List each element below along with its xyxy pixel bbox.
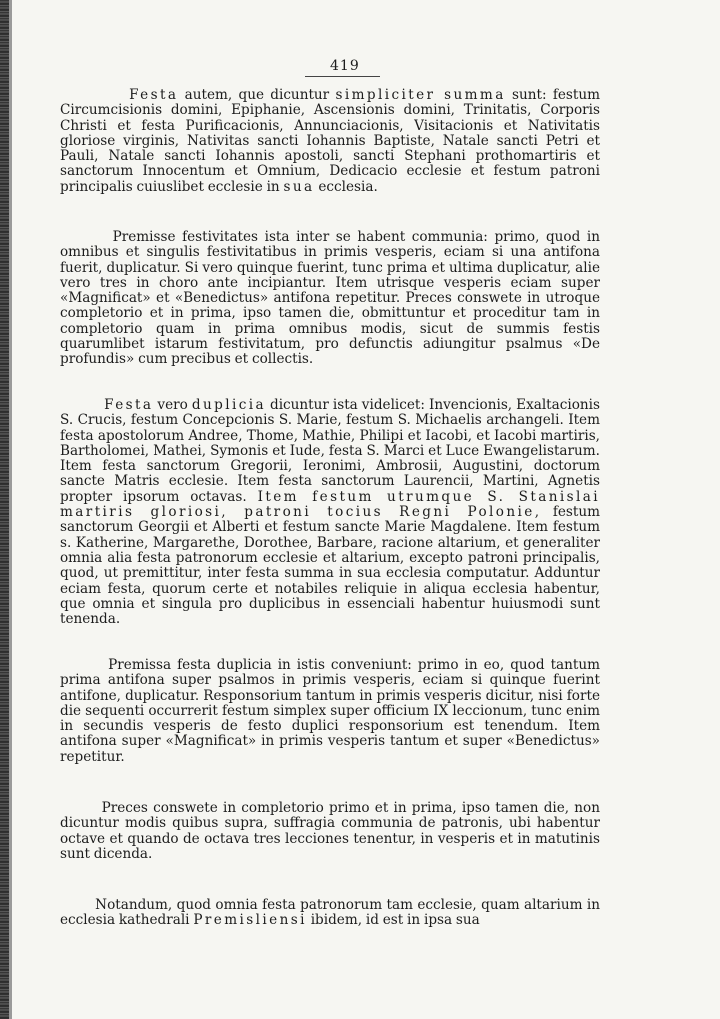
paragraph-text: , festum sanctorum Georgii et Alberti et festum sancte Marie Magdalene. Item festum s. Katherine, Margarethe, Dorothee, Barbare, racione altarium, et generaliter omnia alia festa patronorum ecclesie et altarium, excepto patroni principalis, quod, ut premittitur, inter festa summa in sua ecclesia computatur. Adduntur eciam festa, quorum certe et notabiles reliquie in aliqua ecclesia habentur, que omnia et singula pro duplicibus in essenciali habentur huiusmodi sunt tenenda. (60, 504, 600, 628)
page-number: 419 (330, 58, 360, 74)
spaced-emphasis-text: Premisliensi (193, 912, 307, 929)
page-binding-edge (0, 0, 9, 1019)
spaced-emphasis-text: Festa (129, 87, 179, 103)
spaced-emphasis-text: Festa (104, 397, 154, 413)
spaced-emphasis-text: sua (283, 178, 315, 195)
spaced-emphasis-text: simpliciter summa (335, 87, 506, 103)
paragraph-text: Preces conswete in completorio primo et in prima, ipso tamen die, non dicuntur modis quibus supra, suffragia communia de patronis, ubi habentur octave et quando de octava tres lecciones tenentur, in vesperis et in matutinis sunt dicenda. (60, 800, 600, 862)
paragraph-notandum (60, 898, 600, 929)
spaced-emphasis-text: duplicia (191, 397, 266, 413)
paragraph-festa-duplicia (60, 398, 600, 627)
paragraph-text: sunt: festum Circumcisionis domini, Epiphanie, Ascensionis domini, Trinitatis, Corporis Christi et festa Purificacionis, Annunciacionis, Visitacionis et Nativitatis gloriose virginis, Nativitas sancti Iohannis Baptiste, Natale sancti Petri et Pauli, Natale sancti Iohannis apostoli, sancti Stephani prothomartiris et sanctorum Innocentum et Omnium, Dedicacio ecclesie et festum patroni principalis cuiuslibet ecclesie in (60, 87, 600, 195)
page-binding-shadow (9, 0, 12, 1019)
paragraph-preces-conswete (60, 801, 600, 862)
paragraph-festa-simplicia (60, 88, 600, 195)
paragraph-text: Premissa festa duplicia in istis conveniunt: primo in eo, quod tantum prima antifona super psalmos in primis vesperis, eciam si quinque fuerint antifone, duplicatur. Responsorium tantum in primis vesperis dicitur, nisi forte die sequenti occurrerit festum simplex super officium IX leccionum, tunc enim in secundis vesperis de festo duplici responsorium est tenendum. Item antifona super «Magnificat» in primis vesperis tantum et super «Benedictus» repetitur. (60, 657, 600, 765)
paragraph-text (60, 397, 104, 413)
paragraph-text: Premisse festivitates ista inter se habent communia: primo, quod in omnibus et singulis festivitatibus in primis vesperis, eciam si una antifona fuerit, duplicatur. Si vero quinque fuerint, tunc prima et ultima duplicatur, alie vero tres in choro ante incipiantur. Item utrisque vesperis eciam super «Magnificat» et «Benedictus» antifona repetitur. Preces conswete in utroque completorio et in prima, ipso tamen die, obmittuntur et proceditur tam in completorio quam in prima omnibus modis, sicut de summis festis quarumlibet istarum festivitatum, pro defunctis adiungitur psalmus «De profundis» cum precibus et collectis. (60, 229, 600, 368)
page-number-rule (305, 76, 380, 77)
spaced-emphasis-text: Item festum utrumque S. Stanislai martiris gloriosi, patroni tocius Regni Polonie (60, 488, 601, 521)
paragraph-text: dicuntur ista videlicet: Invencionis, Exaltacionis S. Crucis, festum Concepcionis S. Marie, festum S. Michaelis archangeli. Item festa apostolorum Andree, Thome, Mathie, Philipi et Iacobi, et Iacobi martiris, Bartholomei, Mathei, Symonis et Iude, festa S. Marci et Luce Ewangelistarum. Item festa sanctorum Gregorii, Ieronimi, Ambrosii, Augustini, doctorum sancte Matris ecclesie. Item festa sanctorum Laurencii, Martini, Agnetis propter ipsorum octavas. (60, 397, 600, 505)
paragraph-text: Notandum, quod omnia festa patronorum tam ecclesie, quam altarium in ecclesia kathedrali (60, 897, 600, 929)
paragraph-text: autem, que dicuntur (178, 87, 336, 103)
paragraph-text: ecclesia. (314, 178, 378, 195)
paragraph-text (60, 87, 129, 103)
paragraph-text: vero (153, 397, 192, 413)
paragraph-premissa-festa-duplicia (60, 658, 600, 765)
paragraph-premisse-festivitates (60, 230, 600, 368)
paragraph-text: ibidem, id est in ipsa sua (306, 912, 480, 929)
